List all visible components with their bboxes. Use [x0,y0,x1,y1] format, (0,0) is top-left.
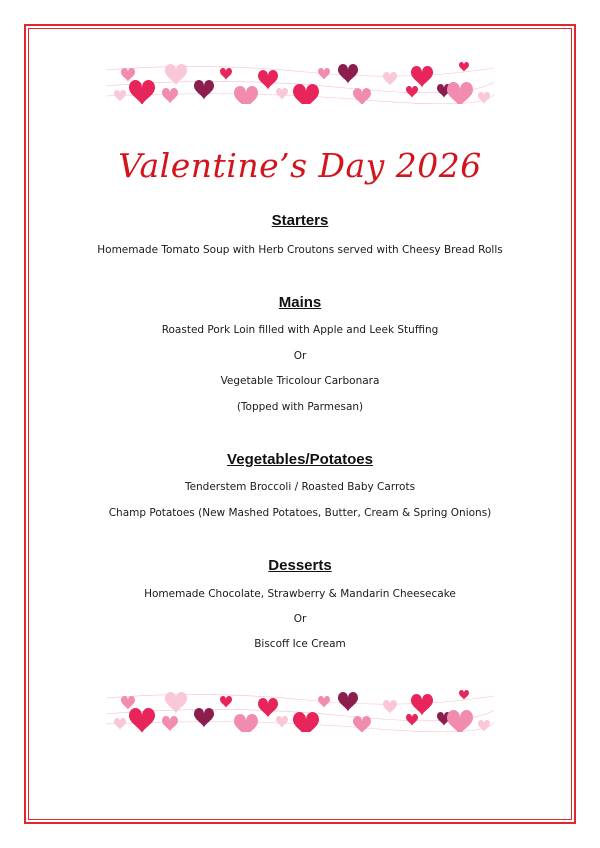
menu-item-note: (Topped with Parmesan) [236,401,364,413]
section-heading-vegetables: Vegetables/Potatoes [227,451,373,468]
menu-item-or: Or [293,350,307,362]
section-heading-starters: Starters [271,212,329,229]
menu-item: Biscoff Ice Cream [254,638,346,650]
menu-item: Homemade Tomato Soup with Herb Croutons served with Cheesy Bread Rolls [97,244,503,256]
menu-item: Vegetable Tricolour Carbonara [220,375,380,387]
page-title: Valentine’s Day 2026 [118,146,482,185]
section-heading-desserts: Desserts [268,557,332,574]
section-heading-mains: Mains [278,294,322,311]
hearts-banner-icon [106,56,494,104]
menu-item: Tenderstem Broccoli / Roasted Baby Carrots [184,481,416,493]
hearts-banner-icon [106,684,494,732]
menu-item: Champ Potatoes (New Mashed Potatoes, Butter, Cream & Spring Onions) [108,507,492,519]
menu-item-or: Or [293,613,307,625]
menu-item: Homemade Chocolate, Strawberry & Mandarin Cheesecake [144,588,456,600]
menu-item: Roasted Pork Loin filled with Apple and Leek Stuffing [161,324,439,336]
